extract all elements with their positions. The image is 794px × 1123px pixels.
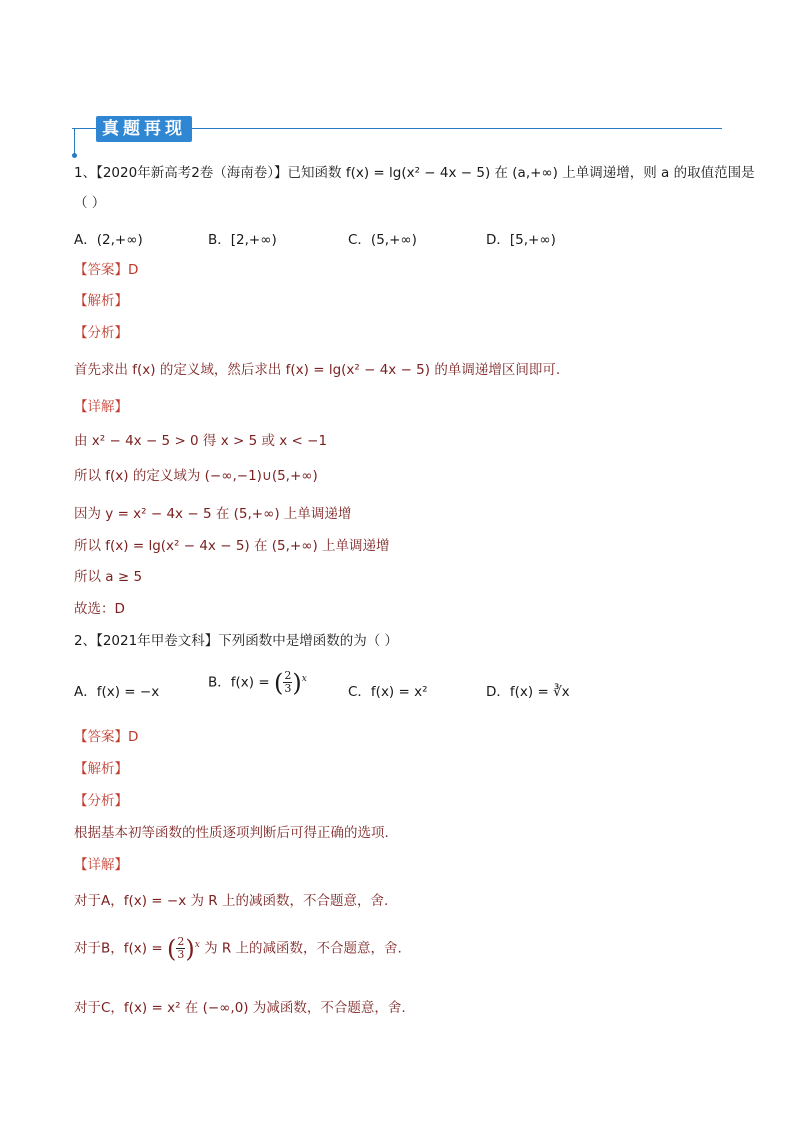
q1-analysis-tag: 【解析】 xyxy=(74,293,128,309)
q2-option-b-prefix: B．f(x) = xyxy=(208,674,270,691)
q2-fenxi: 根据基本初等函数的性质逐项判断后可得正确的选项. xyxy=(74,825,389,841)
q2-option-c: C．f(x) = x² xyxy=(348,684,428,700)
q2-option-b xyxy=(208,670,307,695)
q2-analysis-tag: 【解析】 xyxy=(74,761,128,777)
q1-step-4: 所以 f(x) = lg(x² − 4x − 5) 在 (5,+∞) 上单调递增 xyxy=(74,538,390,554)
q2-detail-a: 对于A，f(x) = −x 为 R 上的减函数，不合题意，舍. xyxy=(74,893,389,909)
fraction xyxy=(176,936,185,961)
banner-side-rule xyxy=(74,128,75,156)
q1-answer: 【答案】D xyxy=(74,262,139,278)
banner-title: 真题再现 xyxy=(96,116,192,142)
q2-detail-c: 对于C，f(x) = x² 在 (−∞,0) 为减函数，不合题意，舍. xyxy=(74,1000,406,1016)
q2-option-d: D．f(x) = ∛x xyxy=(486,684,570,700)
fraction-numerator: 2 xyxy=(177,935,185,948)
q1-step-6: 故选：D xyxy=(74,601,125,617)
q1-fenxi: 首先求出 f(x) 的定义域，然后求出 f(x) = lg(x² − 4x − 5) 的单调递增区间即可. xyxy=(74,362,561,378)
q1-step-5: 所以 a ≥ 5 xyxy=(74,569,143,585)
q1-option-d: D．[5,+∞) xyxy=(486,232,556,248)
banner-dot xyxy=(72,153,77,158)
left-paren: ( xyxy=(273,668,284,697)
right-paren: ) xyxy=(292,668,302,697)
q2-answer: 【答案】D xyxy=(74,729,139,745)
q1-option-b: B．[2,+∞) xyxy=(208,232,277,248)
q1-stem: 1、【2020年新高考2卷（海南卷）】已知函数 f(x) = lg(x² − 4x − 5) 在 (a,+∞) 上单调递增，则 a 的取值范围是 xyxy=(74,165,755,181)
q2-detail-tag: 【详解】 xyxy=(74,857,128,873)
q2-detail-b-prefix: 对于B，f(x) = xyxy=(74,940,163,957)
q1-step-2: 所以 f(x) 的定义域为 (−∞,−1)∪(5,+∞) xyxy=(74,468,318,484)
q2-option-a: A．f(x) = −x xyxy=(74,684,160,700)
q1-fenxi-tag: 【分析】 xyxy=(74,325,128,341)
left-paren: ( xyxy=(166,934,177,963)
right-paren: ) xyxy=(185,934,195,963)
section-banner xyxy=(72,116,722,160)
q2-stem: 2、【2021年甲卷文科】下列函数中是增函数的为（ ） xyxy=(74,633,398,649)
fraction-denominator: 3 xyxy=(284,682,292,695)
exponent: x xyxy=(194,940,200,950)
fraction-denominator: 3 xyxy=(177,948,185,961)
fraction-numerator: 2 xyxy=(284,669,292,682)
q1-step-3: 因为 y = x² − 4x − 5 在 (5,+∞) 上单调递增 xyxy=(74,506,352,522)
q1-detail-tag: 【详解】 xyxy=(74,399,128,415)
q2-detail-b-suffix: 为 R 上的减函数，不合题意，舍. xyxy=(204,940,402,957)
q2-fenxi-tag: 【分析】 xyxy=(74,793,128,809)
fraction xyxy=(283,670,292,695)
q1-option-c: C．(5,+∞) xyxy=(348,232,417,248)
q1-blank: （ ） xyxy=(74,195,106,211)
q1-step-1: 由 x² − 4x − 5 > 0 得 x > 5 或 x < −1 xyxy=(74,433,328,449)
exponent: x xyxy=(301,674,307,684)
q1-option-a: A．(2,+∞) xyxy=(74,232,143,248)
q2-detail-b xyxy=(74,936,402,961)
